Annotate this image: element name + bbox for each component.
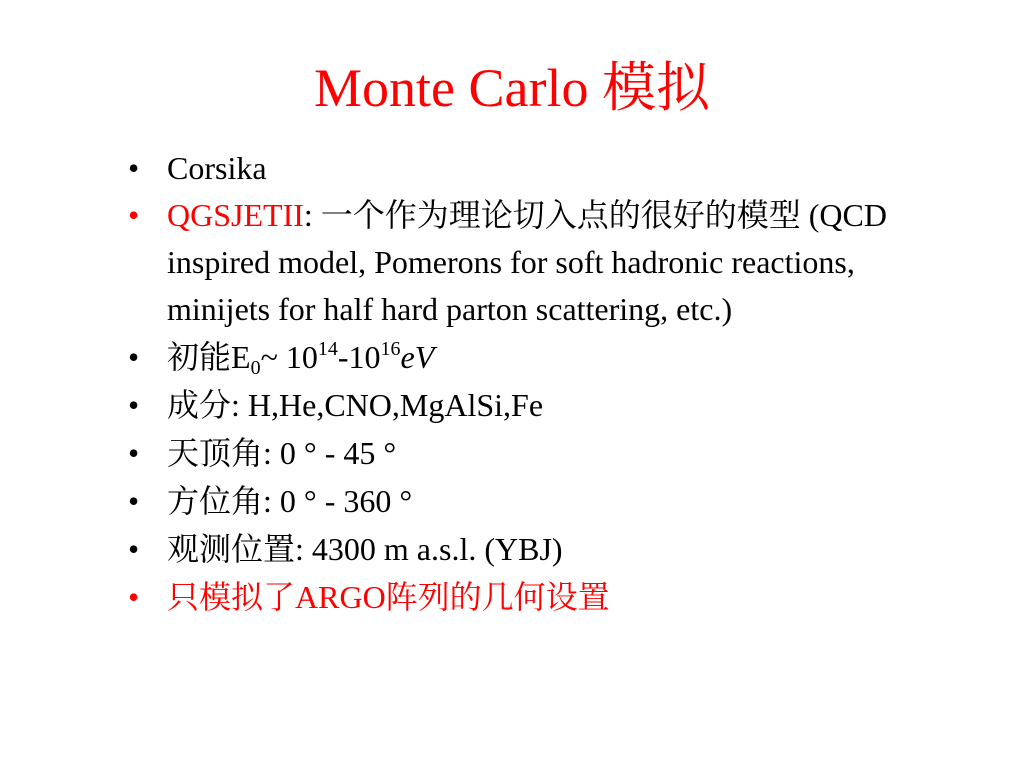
bullet-dot-icon: • — [128, 579, 140, 615]
energy-unit: eV — [400, 339, 435, 375]
bullet-dot-icon: • — [128, 150, 140, 186]
bullet-text: 成分: H,He,CNO,MgAlSi,Fe — [167, 387, 544, 423]
bullet-dot-icon: • — [128, 483, 140, 519]
bullet-text: 观测位置: 4300 m a.s.l. (YBJ) — [167, 531, 563, 567]
bullet-list — [128, 144, 908, 621]
energy-prefix: 初能E — [167, 339, 251, 375]
energy-mid2: -10 — [337, 339, 381, 375]
bullet-dot-icon: • — [128, 531, 140, 567]
energy-mid1: ~ 10 — [260, 339, 318, 375]
bullet-text: Corsika — [167, 150, 267, 186]
energy-exp2: 16 — [380, 338, 401, 360]
bullet-dot-icon: • — [128, 435, 140, 471]
energy-exp1: 14 — [317, 338, 338, 360]
bullet-colon: : — [303, 197, 313, 233]
bullet-corsika — [128, 144, 908, 192]
slide-title: Monte Carlo 模拟 — [314, 58, 710, 118]
bullet-composition — [128, 381, 908, 429]
bullet-dot-icon: • — [128, 339, 140, 375]
energy-subscript: 0 — [250, 357, 261, 379]
bullet-dot-icon: • — [128, 197, 140, 233]
bullet-argo-geometry — [128, 573, 908, 621]
bullet-text: 天顶角: 0 ° - 45 ° — [167, 435, 397, 471]
bullet-primary-energy — [128, 333, 908, 381]
bullet-text: 一个作为理论切入点的很好的模型 (QCD inspired model, Pomerons for soft hadronic reactions, minijets for half hard parton scattering, etc.) — [167, 197, 887, 327]
bullet-zenith-angle — [128, 429, 908, 477]
bullet-observation-site — [128, 525, 908, 573]
bullet-text: 只模拟了ARGO阵列的几何设置 — [167, 579, 610, 615]
bullet-text: 方位角: 0 ° - 360 ° — [167, 483, 413, 519]
bullet-dot-icon: • — [128, 387, 140, 423]
bullet-qgsjetii — [128, 192, 908, 333]
bullet-label-qgsjetii: QGSJETII — [167, 197, 304, 233]
bullet-azimuth-angle — [128, 477, 908, 525]
